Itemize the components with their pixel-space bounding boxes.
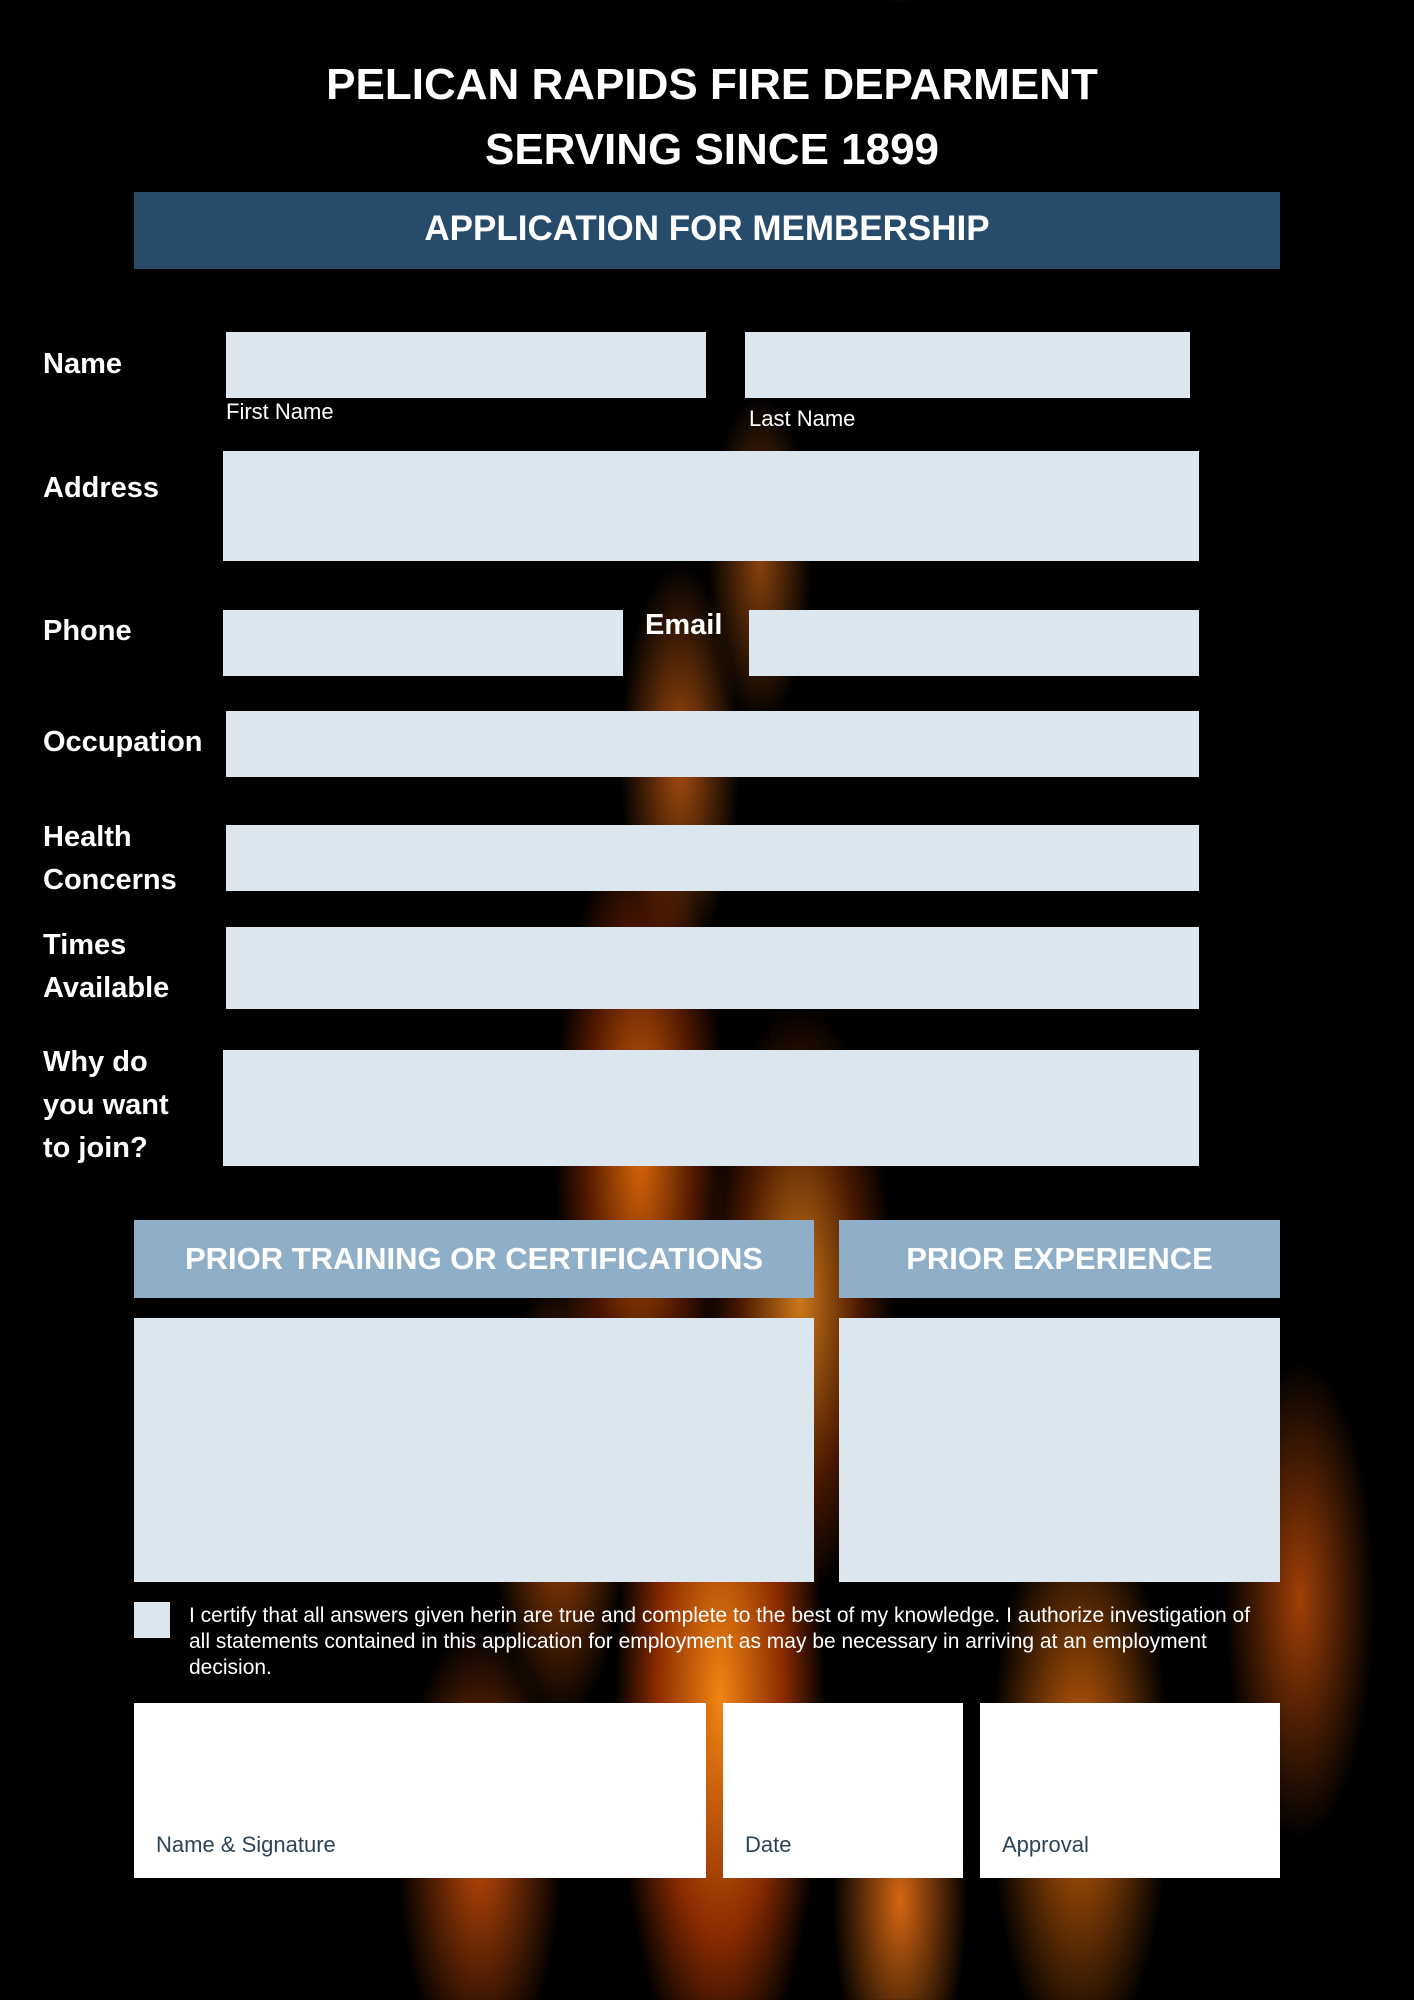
- occupation-field[interactable]: [226, 711, 1199, 777]
- date-label: Date: [745, 1832, 792, 1857]
- occupation-label: Occupation: [43, 726, 203, 758]
- certify-checkbox[interactable]: [134, 1602, 170, 1638]
- first-name-caption: First Name: [226, 399, 334, 424]
- experience-field[interactable]: [839, 1318, 1280, 1582]
- address-label: Address: [43, 472, 160, 504]
- why-join-field[interactable]: [223, 1050, 1199, 1166]
- times-available-label: Times Available: [43, 929, 170, 1004]
- training-field[interactable]: [134, 1318, 814, 1582]
- approval-label: Approval: [1002, 1832, 1089, 1857]
- times-available-field[interactable]: [226, 927, 1199, 1009]
- name-label: Name: [43, 348, 122, 380]
- date-box[interactable]: [723, 1703, 963, 1878]
- experience-heading: PRIOR EXPERIENCE: [839, 1220, 1280, 1298]
- training-heading: PRIOR TRAINING OR CERTIFICATIONS: [134, 1220, 814, 1298]
- email-field[interactable]: [749, 610, 1199, 676]
- why-join-label: Why do you want to join?: [43, 1046, 169, 1164]
- department-subtitle: SERVING SINCE 1899: [484, 125, 940, 174]
- address-field[interactable]: [223, 451, 1199, 561]
- email-label: Email: [645, 609, 723, 641]
- signature-label: Name & Signature: [156, 1832, 336, 1857]
- phone-field[interactable]: [223, 610, 623, 676]
- certification-text: I certify that all answers given herin are true and complete to the best of my knowledge. I authorize investigation of all statements contained in this application for employment as may be necessary in arriving at an employment decision.: [189, 1604, 1251, 1679]
- last-name-caption: Last Name: [749, 406, 856, 431]
- phone-label: Phone: [43, 615, 132, 647]
- first-name-field[interactable]: [226, 332, 706, 398]
- application-banner: APPLICATION FOR MEMBERSHIP: [134, 192, 1280, 269]
- last-name-field[interactable]: [745, 332, 1190, 398]
- health-concerns-label: Health Concerns: [43, 821, 177, 896]
- approval-box[interactable]: [980, 1703, 1280, 1878]
- department-title: PELICAN RAPIDS FIRE DEPARMENT: [326, 60, 1098, 109]
- signature-box[interactable]: [134, 1703, 706, 1878]
- health-concerns-field[interactable]: [226, 825, 1199, 891]
